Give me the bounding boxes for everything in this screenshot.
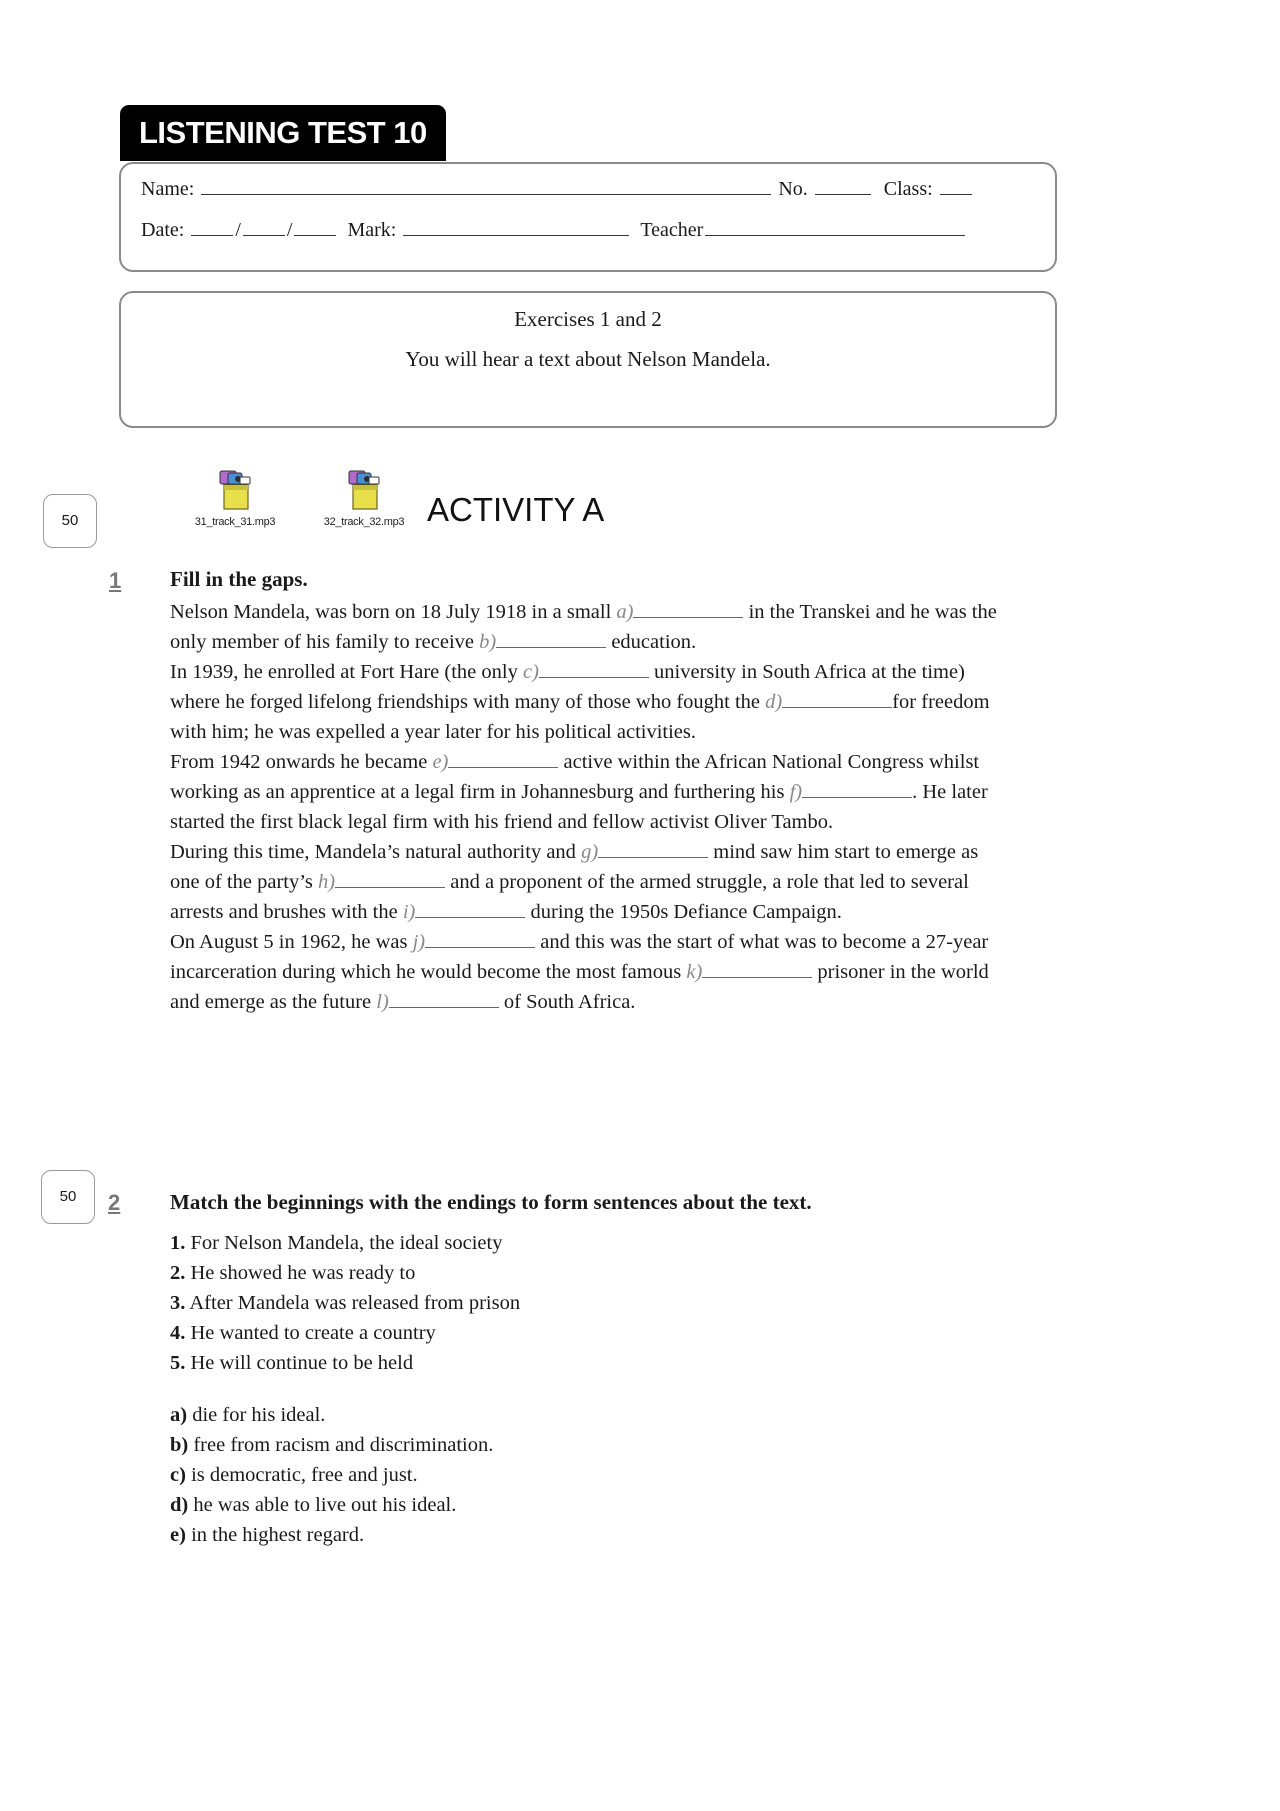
sentence-beginning	[170, 1318, 520, 1348]
item-marker: c)	[170, 1464, 186, 1486]
gap-blank[interactable]	[633, 603, 743, 618]
sentence-beginning	[170, 1258, 520, 1288]
item-marker: 1.	[170, 1232, 186, 1254]
paragraph-text: During this time, Mandela’s natural authority and	[170, 841, 582, 863]
gap-label: e)	[432, 751, 449, 773]
name-label: Name:	[141, 178, 195, 200]
date-separator: /	[235, 219, 241, 241]
item-marker: 2.	[170, 1262, 186, 1284]
gap-blank[interactable]	[802, 783, 912, 798]
paragraph-text: education.	[606, 631, 697, 653]
sentence-beginning	[170, 1288, 520, 1318]
item-text: For Nelson Mandela, the ideal society	[185, 1232, 503, 1254]
gap-fill-paragraph	[170, 837, 1000, 927]
score-box-exercise-1: 50	[43, 494, 97, 548]
sentence-beginning	[170, 1228, 520, 1258]
paragraph-text: university in South Africa at the time) where he forged lifelong friendships with many of those who fought the	[170, 661, 965, 713]
sentence-ending	[170, 1490, 493, 1520]
gap-label: k)	[686, 961, 703, 983]
item-marker: 5.	[170, 1352, 186, 1374]
score-box-exercise-2: 50	[41, 1170, 95, 1224]
exercise-1-text	[170, 597, 1000, 1017]
audio-file-31[interactable]	[175, 469, 295, 528]
item-text: He showed he was ready to	[185, 1262, 416, 1284]
teacher-label: Teacher	[640, 219, 704, 241]
item-text: he was able to live out his ideal.	[188, 1494, 457, 1516]
item-marker: 3.	[170, 1292, 186, 1314]
paragraph-text: In 1939, he enrolled at Fort Hare (the only	[170, 661, 523, 683]
item-text: He will continue to be held	[185, 1352, 414, 1374]
item-text: is democratic, free and just.	[185, 1464, 418, 1486]
exercise-intro-box	[119, 291, 1057, 428]
gap-label: a)	[616, 601, 634, 623]
class-field[interactable]	[940, 178, 972, 195]
gap-fill-paragraph	[170, 927, 1000, 1017]
info-row-date	[141, 219, 967, 242]
gap-fill-paragraph	[170, 657, 1000, 747]
intro-line-1: Exercises 1 and 2	[514, 307, 662, 331]
gap-fill-paragraph	[170, 597, 1000, 657]
paragraph-text: in the Transkei and he was the only member of his family to receive	[170, 601, 997, 653]
mark-field[interactable]	[403, 219, 629, 236]
gap-label: b)	[479, 631, 497, 653]
no-field[interactable]	[815, 178, 871, 195]
no-label: No.	[778, 178, 808, 200]
gap-blank[interactable]	[389, 993, 499, 1008]
gap-blank[interactable]	[425, 933, 535, 948]
paragraph-text: during the 1950s Defiance Campaign.	[525, 901, 842, 923]
gap-fill-paragraph	[170, 747, 1000, 837]
paragraph-text: prisoner in the world and emerge as the future	[170, 961, 989, 1013]
item-text: in the highest regard.	[185, 1524, 365, 1546]
gap-label: f)	[789, 781, 803, 803]
gap-blank[interactable]	[702, 963, 812, 978]
audio-file-name: 32_track_32.mp3	[323, 516, 405, 528]
paragraph-text: and this was the start of what was to become a 27-year incarceration during which he would become the most famous	[170, 931, 989, 983]
exercise-1-title: Fill in the gaps.	[170, 567, 308, 591]
paragraph-text: On August 5 in 1962, he was	[170, 931, 413, 953]
gap-label: j)	[412, 931, 426, 953]
item-marker: b)	[170, 1434, 189, 1456]
activity-title: ACTIVITY A	[427, 491, 605, 528]
paragraph-text: for freedom with him; he was expelled a year later for his political activities.	[170, 691, 990, 743]
date-year-field[interactable]	[294, 219, 336, 236]
sentence-ending	[170, 1520, 493, 1550]
gap-blank[interactable]	[335, 873, 445, 888]
intro-line-2: You will hear a text about Nelson Mandela.	[405, 347, 771, 371]
item-marker: a)	[170, 1404, 188, 1426]
exercise-1-number: 1	[109, 568, 122, 593]
gap-label: d)	[765, 691, 783, 713]
paragraph-text: mind saw him start to emerge as one of the party’s	[170, 841, 979, 893]
audio-file-32[interactable]	[304, 469, 424, 528]
paragraph-text: Nelson Mandela, was born on 18 July 1918 in a small	[170, 601, 617, 623]
exercise-2-number: 2	[108, 1190, 121, 1215]
info-row-name	[141, 178, 974, 201]
exercise-2-title: Match the beginnings with the endings to form sentences about the text.	[170, 1190, 812, 1214]
item-text: free from racism and discrimination.	[188, 1434, 494, 1456]
gap-blank[interactable]	[496, 633, 606, 648]
item-text: die for his ideal.	[187, 1404, 326, 1426]
gap-label: g)	[581, 841, 599, 863]
test-title: LISTENING TEST 10	[120, 105, 446, 161]
gap-blank[interactable]	[448, 753, 558, 768]
mark-label: Mark:	[347, 219, 397, 241]
paragraph-text: of South Africa.	[498, 991, 636, 1013]
sentence-endings-list	[170, 1400, 493, 1550]
sentence-ending	[170, 1400, 493, 1430]
date-separator: /	[286, 219, 293, 241]
audio-file-icon	[214, 502, 256, 514]
gap-blank[interactable]	[539, 663, 649, 678]
gap-blank[interactable]	[782, 693, 892, 708]
student-info-box	[119, 162, 1057, 272]
class-label: Class:	[883, 178, 933, 200]
paragraph-text: active within the African National Congress whilst working as an apprentice at a legal firm in Johannesburg and furthering his	[170, 751, 980, 803]
paragraph-text: and a proponent of the armed struggle, a role that led to several arrests and brushes with the	[170, 871, 969, 923]
gap-label: l)	[376, 991, 389, 1013]
item-marker: d)	[170, 1494, 189, 1516]
sentence-beginning	[170, 1348, 520, 1378]
gap-label: c)	[522, 661, 539, 683]
gap-label: i)	[402, 901, 416, 923]
item-text: He wanted to create a country	[185, 1322, 436, 1344]
item-marker: e)	[170, 1524, 186, 1546]
sentence-beginnings-list	[170, 1228, 520, 1378]
gap-label: h)	[318, 871, 336, 893]
gap-blank[interactable]	[415, 903, 525, 918]
audio-file-name: 31_track_31.mp3	[194, 516, 276, 528]
item-text: After Mandela was released from prison	[185, 1292, 521, 1314]
paragraph-text: . He later started the first black legal firm with his friend and fellow activist Oliver Tambo.	[170, 781, 988, 833]
date-day-field[interactable]	[191, 219, 233, 236]
date-label: Date:	[141, 219, 185, 241]
audio-file-icon	[343, 502, 385, 514]
paragraph-text: From 1942 onwards he became	[170, 751, 433, 773]
sentence-ending	[170, 1460, 493, 1490]
teacher-field[interactable]	[705, 219, 965, 236]
gap-blank[interactable]	[598, 843, 708, 858]
sentence-ending	[170, 1430, 493, 1460]
date-month-field[interactable]	[243, 219, 285, 236]
name-field[interactable]	[201, 178, 771, 195]
item-marker: 4.	[170, 1322, 186, 1344]
